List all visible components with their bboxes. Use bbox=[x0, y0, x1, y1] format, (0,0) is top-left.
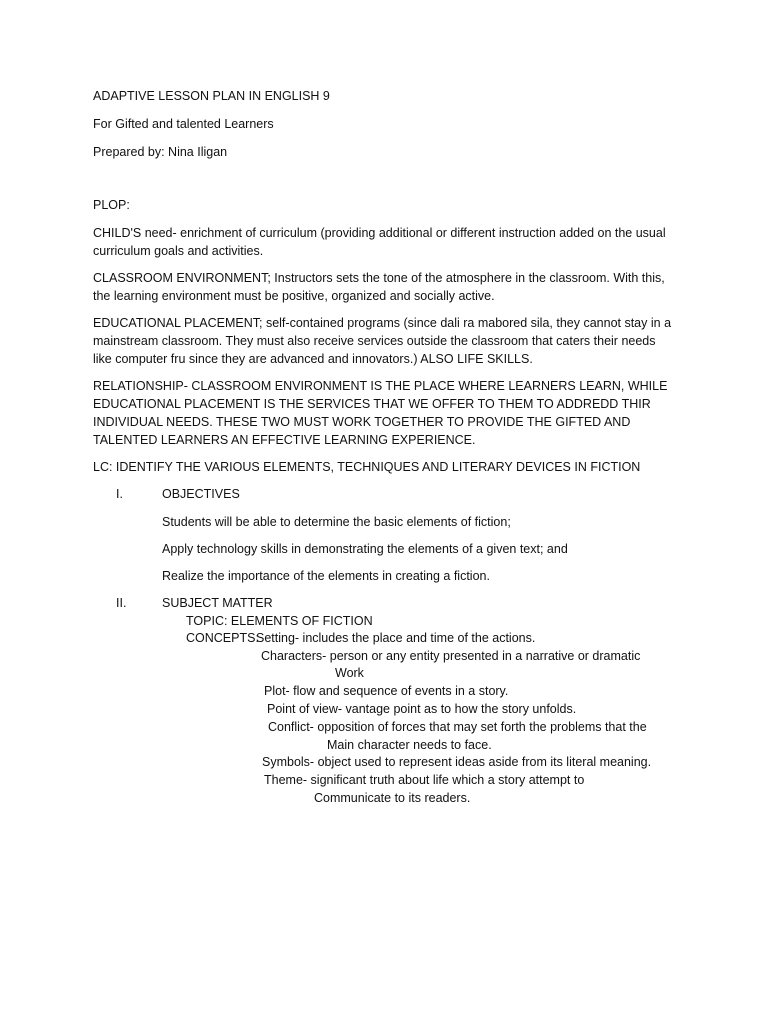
prepared-by-line: Prepared by: Nina Iligan bbox=[93, 145, 228, 159]
objective-item: Apply technology skills in demonstrating the elements of a given text; and bbox=[162, 542, 568, 556]
concepts-label: CONCEPTS: bbox=[186, 631, 259, 645]
relationship-paragraph: RELATIONSHIP- CLASSROOM ENVIRONMENT IS THE PLACE WHERE LEARNERS LEARN, WHILE EDUCATIONAL PLACEMENT IS THE SERVICES THAT WE OFFER TO THEM TO ADDREDD THIR INDIVIDUAL NEEDS. THESE TWO MUST WORK TOGETHER TO PROVIDE THE GIFTED AND TALENTED LEARNERS AN EFFECTIVE LEARNING EXPERIENCE. bbox=[93, 379, 668, 447]
objective-item: Realize the importance of the elements in creating a fiction. bbox=[162, 569, 490, 583]
subject-matter-heading: SUBJECT MATTER bbox=[162, 596, 273, 610]
concept-plot: Plot- flow and sequence of events in a story. bbox=[264, 684, 509, 698]
plop-heading: PLOP: bbox=[93, 198, 130, 212]
objective-item: Students will be able to determine the basic elements of fiction; bbox=[162, 515, 511, 529]
concept-theme: Theme- significant truth about life which a story attempt to bbox=[264, 773, 585, 787]
audience-line: For Gifted and talented Learners bbox=[93, 117, 274, 131]
objectives-heading: OBJECTIVES bbox=[162, 487, 240, 501]
document-title: ADAPTIVE LESSON PLAN IN ENGLISH 9 bbox=[93, 89, 330, 103]
concept-point-of-view: Point of view- vantage point as to how the story unfolds. bbox=[267, 702, 577, 716]
subject-matter-numeral: II. bbox=[116, 596, 127, 610]
learning-competency-line: LC: IDENTIFY THE VARIOUS ELEMENTS, TECHNIQUES AND LITERARY DEVICES IN FICTION bbox=[93, 460, 641, 474]
concept-symbols: Symbols- object used to represent ideas aside from its literal meaning. bbox=[262, 755, 652, 769]
topic-line: TOPIC: ELEMENTS OF FICTION bbox=[186, 614, 373, 628]
concept-theme-continued: Communicate to its readers. bbox=[314, 791, 471, 805]
concept-characters-continued: Work bbox=[335, 666, 364, 680]
childs-need-paragraph: CHILD'S need- enrichment of curriculum (providing additional or different instruction added on the usual curriculum goals and activities. bbox=[93, 226, 666, 258]
concept-conflict-continued: Main character needs to face. bbox=[327, 738, 492, 752]
educational-placement-paragraph: EDUCATIONAL PLACEMENT; self-contained programs (since dali ra mabored sila, they cannot stay in a mainstream classroom. They must also receive services outside the classroom that caters their needs like computer fru since they are advanced and innovators.) ALSO LIFE SKILLS. bbox=[93, 316, 672, 366]
concept-characters: Characters- person or any entity presented in a narrative or dramatic bbox=[261, 649, 641, 663]
concept-conflict: Conflict- opposition of forces that may set forth the problems that the bbox=[268, 720, 647, 734]
objectives-numeral: I. bbox=[116, 487, 123, 501]
classroom-environment-paragraph: CLASSROOM ENVIRONMENT; Instructors sets the tone of the atmosphere in the classroom. With this, the learning environment must be positive, organized and socially active. bbox=[93, 271, 665, 303]
concept-setting: Setting- includes the place and time of the actions. bbox=[256, 631, 536, 645]
